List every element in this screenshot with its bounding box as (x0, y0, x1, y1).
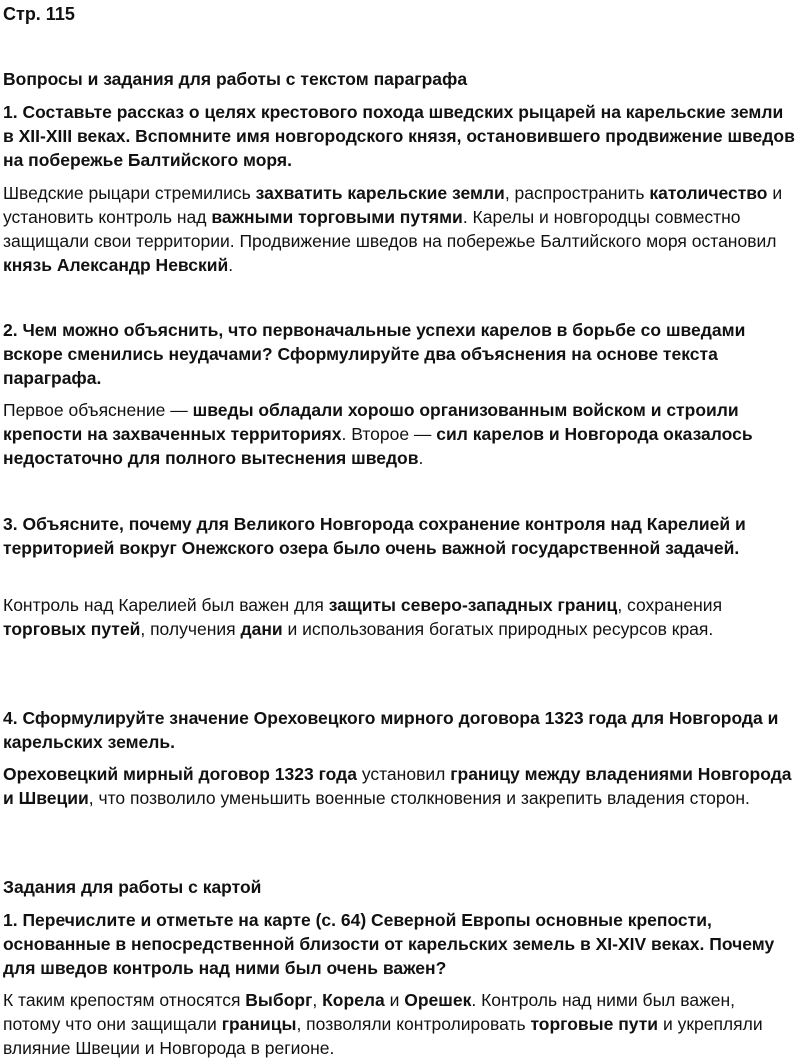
answer-3-text: Контроль над Карелией был важен для (3, 595, 329, 615)
answer-1-text: Шведские рыцари стремились (3, 183, 256, 203)
answer-4 (3, 762, 797, 810)
answer-4-text: , что позволило уменьшить военные столкновения и закрепить владения сторон. (88, 788, 750, 808)
answer-3-text: и использования богатых природных ресурсов края. (282, 619, 714, 639)
answer-3-text: , сохранения (617, 595, 723, 615)
map-answer-1-text: и (384, 990, 405, 1010)
answer-3-highlight: защиты северо-западных границ (328, 595, 618, 615)
question-3: 3. Объясните, почему для Великого Новгорода сохранение контроля над Карелией и территорией вокруг Онежского озера было очень важной государственной задачей. (3, 514, 746, 558)
answer-1-text: . (228, 255, 234, 275)
page-label: Стр. 115 (3, 4, 75, 24)
answer-1-text: , распространить (504, 183, 650, 203)
answer-1 (3, 181, 797, 277)
question-1: 1. Составьте рассказ о целях крестового похода шведских рыцарей на карельские земли в XII-XIII веках. Вспомните имя новгородского князя, остановившего продвижение шведов на побережье Балтийского моря. (3, 102, 795, 170)
answer-2-text: . Второе — (341, 424, 437, 444)
answer-2-text: Первое объяснение — (3, 400, 193, 420)
answer-3-text: , получения (140, 619, 241, 639)
map-answer-1-highlight: Орешек (404, 990, 472, 1010)
map-answer-1 (3, 988, 797, 1060)
answer-1-highlight: князь Александр Невский (3, 255, 229, 275)
answer-1-highlight: захватить карельские земли (255, 183, 505, 203)
map-question-1: 1. Перечислите и отметьте на карте (с. 64) Северной Европы основные крепости, основанные в непосредственной близости от карельских земель в XI-XIV веках. Почему для шведов контроль над ними был очень важен? (3, 910, 775, 978)
answer-4-highlight: границу между владениями Новгорода и Швеции (3, 764, 792, 808)
map-answer-1-highlight: торговые пути (530, 1014, 659, 1034)
map-answer-1-text: , (312, 990, 323, 1010)
map-answer-1-text: , позволяли контролировать (296, 1014, 531, 1034)
answer-3 (3, 593, 797, 641)
answer-1-highlight: важными торговыми путями (211, 207, 463, 227)
answer-2-text: . (418, 448, 424, 468)
answer-4-text: установил (356, 764, 451, 784)
answer-2-highlight: сил карелов и Новгорода оказалось недостаточно для полного вытеснения шведов (3, 424, 753, 468)
question-4: 4. Сформулируйте значение Ореховецкого мирного договора 1323 года для Новгорода и карельских земель. (3, 708, 779, 752)
answer-1-text: и установить контроль над (3, 183, 783, 227)
section-title-text-tasks: Вопросы и задания для работы с текстом параграфа (3, 69, 468, 89)
answer-3-highlight: дани (240, 619, 283, 639)
question-2: 2. Чем можно объяснить, что первоначальные успехи карелов в борьбе со шведами вскоре сменились неудачами? Сформулируйте два объяснения на основе текста параграфа. (3, 320, 746, 388)
answer-2 (3, 398, 797, 470)
answer-1-highlight: католичество (649, 183, 768, 203)
answer-4-highlight: Ореховецкий мирный договор 1323 года (3, 764, 357, 784)
answer-1-text: . Карелы и новгородцы совместно защищали свои территории. Продвижение шведов на побережье Балтийского моря остановил (3, 207, 777, 251)
map-answer-1-text: . Контроль над ними был важен, потому что они защищали (3, 990, 736, 1034)
map-answer-1-highlight: границы (221, 1014, 297, 1034)
answer-2-highlight: шведы обладали хорошо организованным войском и строили крепости на захваченных территориях (3, 400, 739, 444)
section-title-map-tasks: Задания для работы с картой (3, 877, 262, 897)
answer-3-highlight: торговых путей (3, 619, 141, 639)
map-answer-1-highlight: Выборг (245, 990, 313, 1010)
map-answer-1-text: К таким крепостям относятся (3, 990, 246, 1010)
map-answer-1-highlight: Корела (322, 990, 385, 1010)
map-answer-1-text: и укрепляли влияние Швеции и Новгорода в регионе. (3, 1014, 763, 1058)
